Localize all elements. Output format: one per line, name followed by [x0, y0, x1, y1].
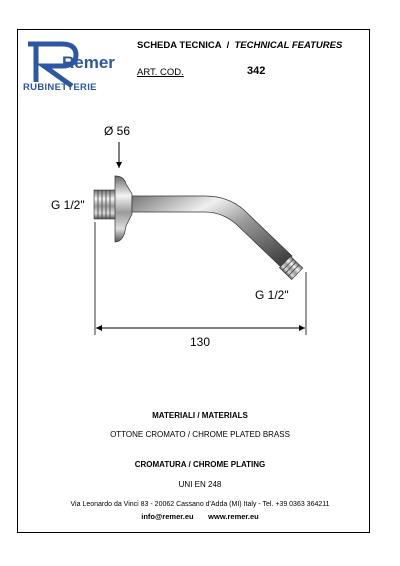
footer-contacts [0, 512, 400, 521]
footer-website[interactable]: www.remer.eu [208, 512, 259, 521]
title-italian: SCHEDA TECNICA [137, 40, 222, 51]
length-label: 130 [190, 335, 211, 349]
materials-heading: MATERIALI / MATERIALS [152, 411, 248, 420]
plating-heading: CROMATURA / CHROME PLATING [134, 460, 266, 469]
article-code-label: ART. COD. [137, 67, 184, 78]
footer-address: Via Leonardo da Vinci 83 - 20062 Cassano d'Adda (MI) Italy - Tel. +39 0363 364211 [70, 501, 330, 508]
shower-arm-pipe [132, 196, 292, 268]
title-separator: / [226, 40, 230, 51]
wall-flange [115, 176, 132, 242]
logo-subtitle: RUBINETTERIE [23, 82, 97, 93]
footer-email[interactable]: info@remer.eu [141, 512, 194, 521]
title-english: TECHNICAL FEATURES [234, 40, 343, 51]
materials-value: OTTONE CROMATO / CHROME PLATED BRASS [110, 430, 290, 439]
diameter-label: Ø 56 [104, 124, 131, 138]
left-thread [94, 190, 116, 219]
article-number: 342 [247, 65, 266, 77]
plating-value: UNI EN 248 [178, 480, 222, 489]
logo-wordmark: Remer [62, 53, 115, 72]
left-thread-label: G 1/2" [51, 198, 85, 212]
right-thread-label: G 1/2" [255, 288, 289, 302]
